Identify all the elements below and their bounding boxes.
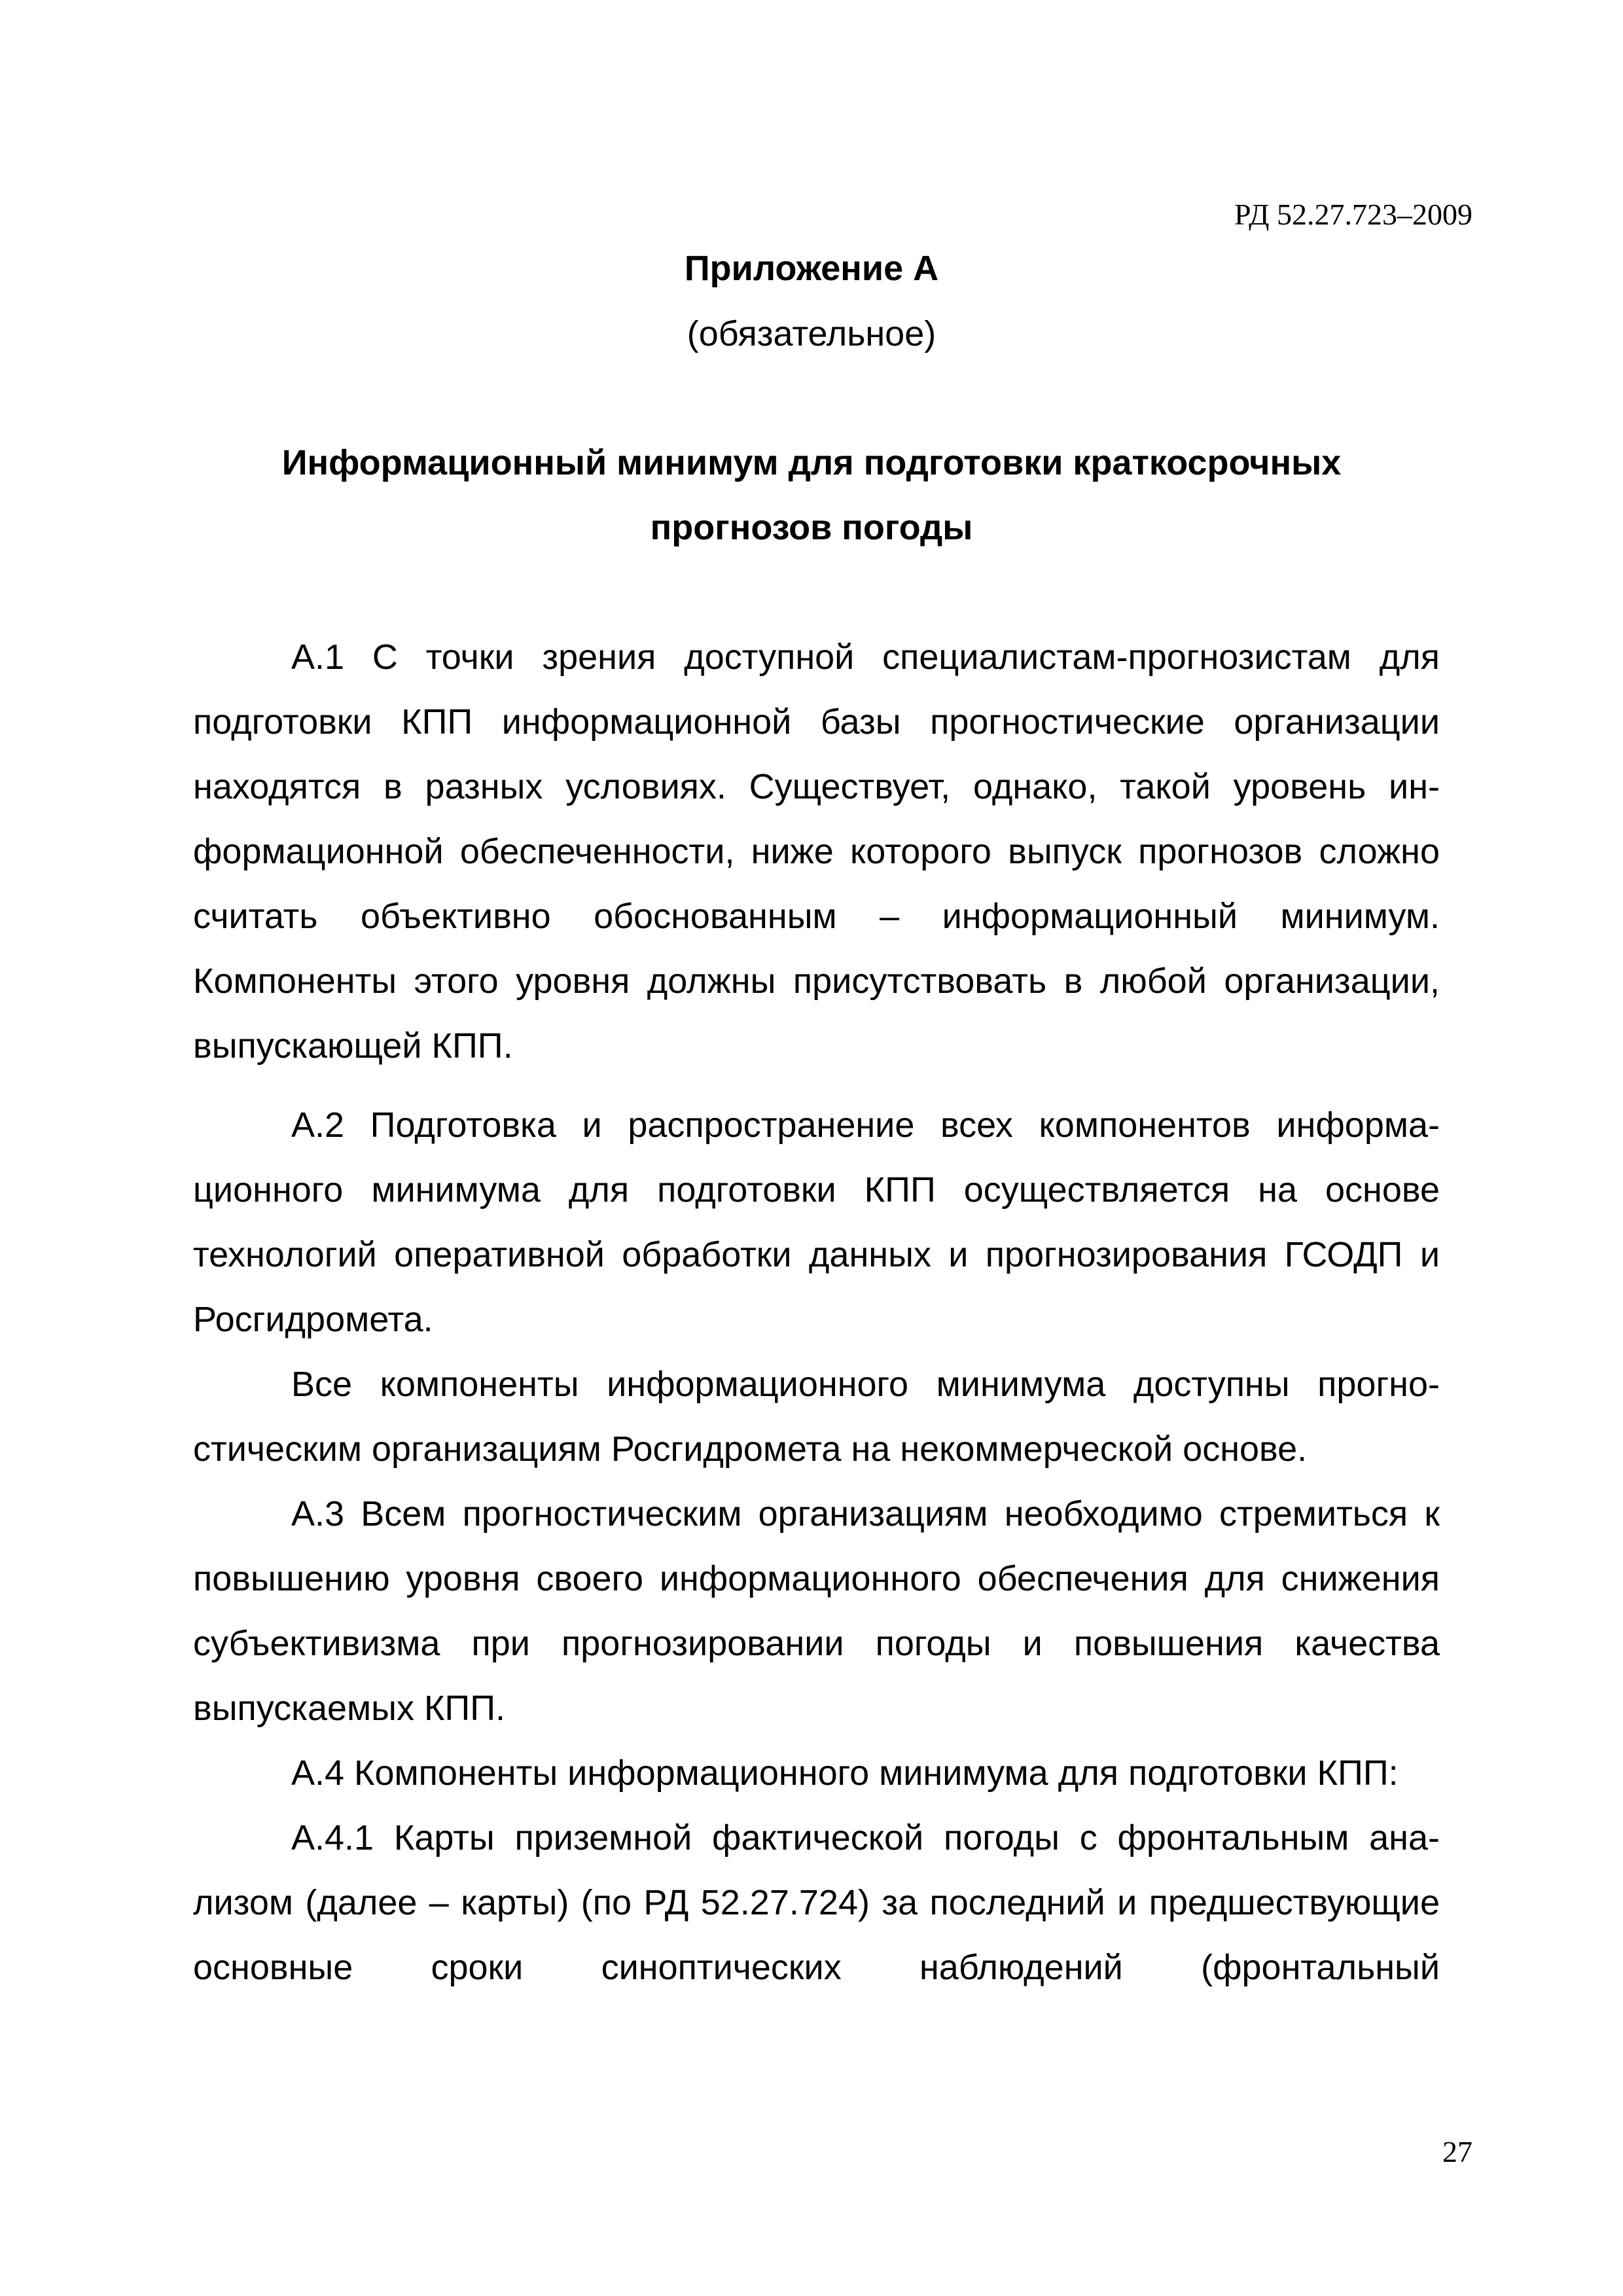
appendix-title: Приложение А bbox=[684, 249, 939, 288]
section-title bbox=[196, 431, 1427, 560]
page-number: 27 bbox=[1442, 2135, 1472, 2168]
paragraph-a4: А.4 Компоненты информационного минимума для подготовки КПП: bbox=[291, 1753, 1399, 1793]
section-title-line-1: Информационный минимум для подготовки краткосрочных bbox=[281, 443, 1342, 482]
document-body bbox=[193, 625, 1440, 2000]
document-code: РД 52.27.723–2009 bbox=[1234, 198, 1472, 231]
appendix-status-note: (обязательное) bbox=[687, 314, 936, 353]
paragraph-a2: А.2 Подготовка и распространение всех компонентов информационного минимума для подготовки КПП осуществляется на основе технологий оперативной обработки данных и прогнозирования ГСОДП и Росгидромета. bbox=[193, 1105, 1440, 1339]
paragraph-components-access: Все компоненты информационного минимума доступны прогностическим организациям Росгидромета на некоммерческой основе. bbox=[193, 1365, 1440, 1469]
paragraph-a3: А.3 Всем прогностическим организациям необходимо стремиться к повышению уровня своего информационного обеспечения для снижения субъективизма при прогнозировании погоды и повышения качества выпускаемых КПП. bbox=[193, 1494, 1440, 1728]
paragraph-a4-1: А.4.1 Карты приземной фактической погоды с фронтальным анализом (далее – карты) (по РД 52.27.724) за последний и предшествующие основные сроки синоптических наблюдений (фронтальный bbox=[193, 1818, 1440, 1987]
section-title-line-2: прогнозов погоды bbox=[650, 508, 973, 547]
paragraph-a1: А.1 С точки зрения доступной специалистам-прогнозистам для подготовки КПП информационной базы прогностические организации находятся в разных условиях. Существует, однако, такой уровень информационной обеспеченности, ниже которого выпуск прогнозов сложно считать объективно обоснованным – информационный минимум. Компоненты этого уровня должны присутствовать в любой организации, выпускающей КПП. bbox=[193, 637, 1440, 1066]
